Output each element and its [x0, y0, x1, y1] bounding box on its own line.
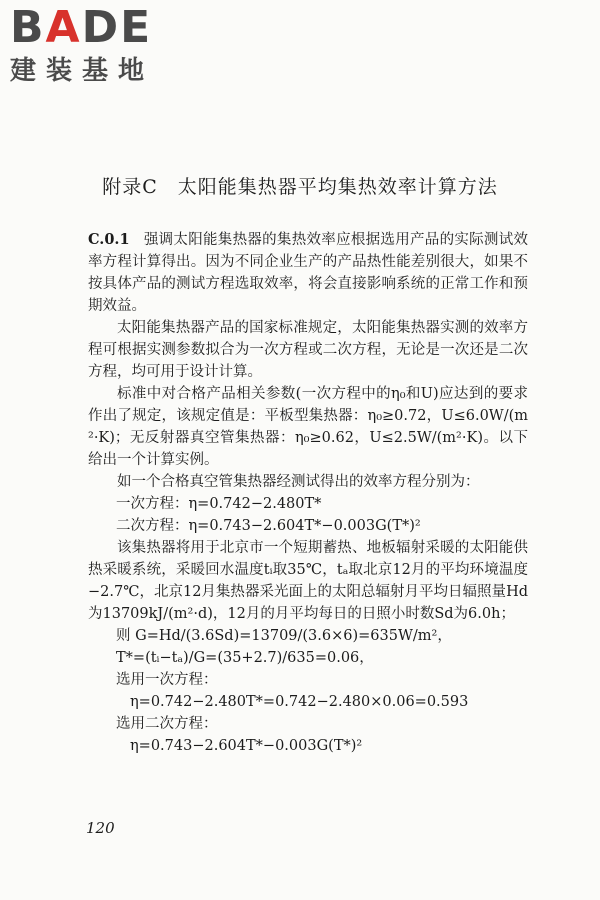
paragraph-example: 该集热器将用于北京市一个短期蓄热、地板辐射采暖的太阳能供热采暖系统，采暖回水温度tᵢ取35℃，tₐ取北京12月的平均环境温度−2.7℃，北京12月集热器采光面上的太阳总辐射月平均日辐照量Hd为13709kJ/(m²·d)，12月的月平均每日的日照小时数Sd为6.0h；: [88, 540, 528, 622]
logo-subtitle: 建装基地: [10, 56, 155, 86]
label-linear: 选用一次方程：: [116, 672, 218, 688]
clause-id: C.0.1: [88, 231, 130, 248]
logo-brand: BADE: [10, 2, 153, 53]
calc-t: T*=(tᵢ−tₐ)/G=(35+2.7)/635=0.06，: [116, 650, 374, 666]
section-body: [88, 229, 528, 757]
logo: [10, 2, 180, 86]
equation-quadratic: 二次方程：η=0.743−2.604T*−0.003G(T*)²: [116, 518, 421, 534]
equation-linear: 一次方程：η=0.742−2.480T*: [116, 496, 322, 512]
calc-g: 则 G=Hd/(3.6Sd)=13709/(3.6×6)=635W/m²，: [116, 628, 452, 644]
label-quadratic: 选用二次方程：: [116, 716, 218, 732]
paragraph-2: 太阳能集热器产品的国家标准规定，太阳能集热器实测的效率方程可根据实测参数拟合为一次方程或二次方程，无论是一次还是二次方程，均可用于设计计算。: [88, 320, 528, 380]
appendix-title: 附录C 太阳能集热器平均集热效率计算方法: [102, 176, 498, 198]
paragraph-4: 如一个合格真空管集热器经测试得出的效率方程分别为：: [117, 474, 480, 490]
paragraph-1: C.0.1 强调太阳能集热器的集热效率应根据选用产品的实际测试效率方程计算得出。因为不同企业生产的产品热性能差别很大，如果不按具体产品的测试方程选取效率，将会直接影响系统的正常工作和预期效益。: [88, 231, 528, 314]
paragraph-3: 标准中对合格产品相关参数(一次方程中的η₀和U)应达到的要求作出了规定，该规定值是：平板型集热器：η₀≥0.72，U≤6.0W/(m²·K)；无反射器真空管集热器：η₀≥0.62，U≤2.5W/(m²·K)。以下给出一个计算实例。: [88, 386, 528, 468]
page-number: 120: [86, 819, 115, 837]
result-quadratic: η=0.743−2.604T*−0.003G(T*)²: [130, 738, 363, 754]
result-linear: η=0.742−2.480T*=0.742−2.480×0.06=0.593: [130, 694, 469, 710]
logo-accent-letter: A: [45, 2, 82, 53]
